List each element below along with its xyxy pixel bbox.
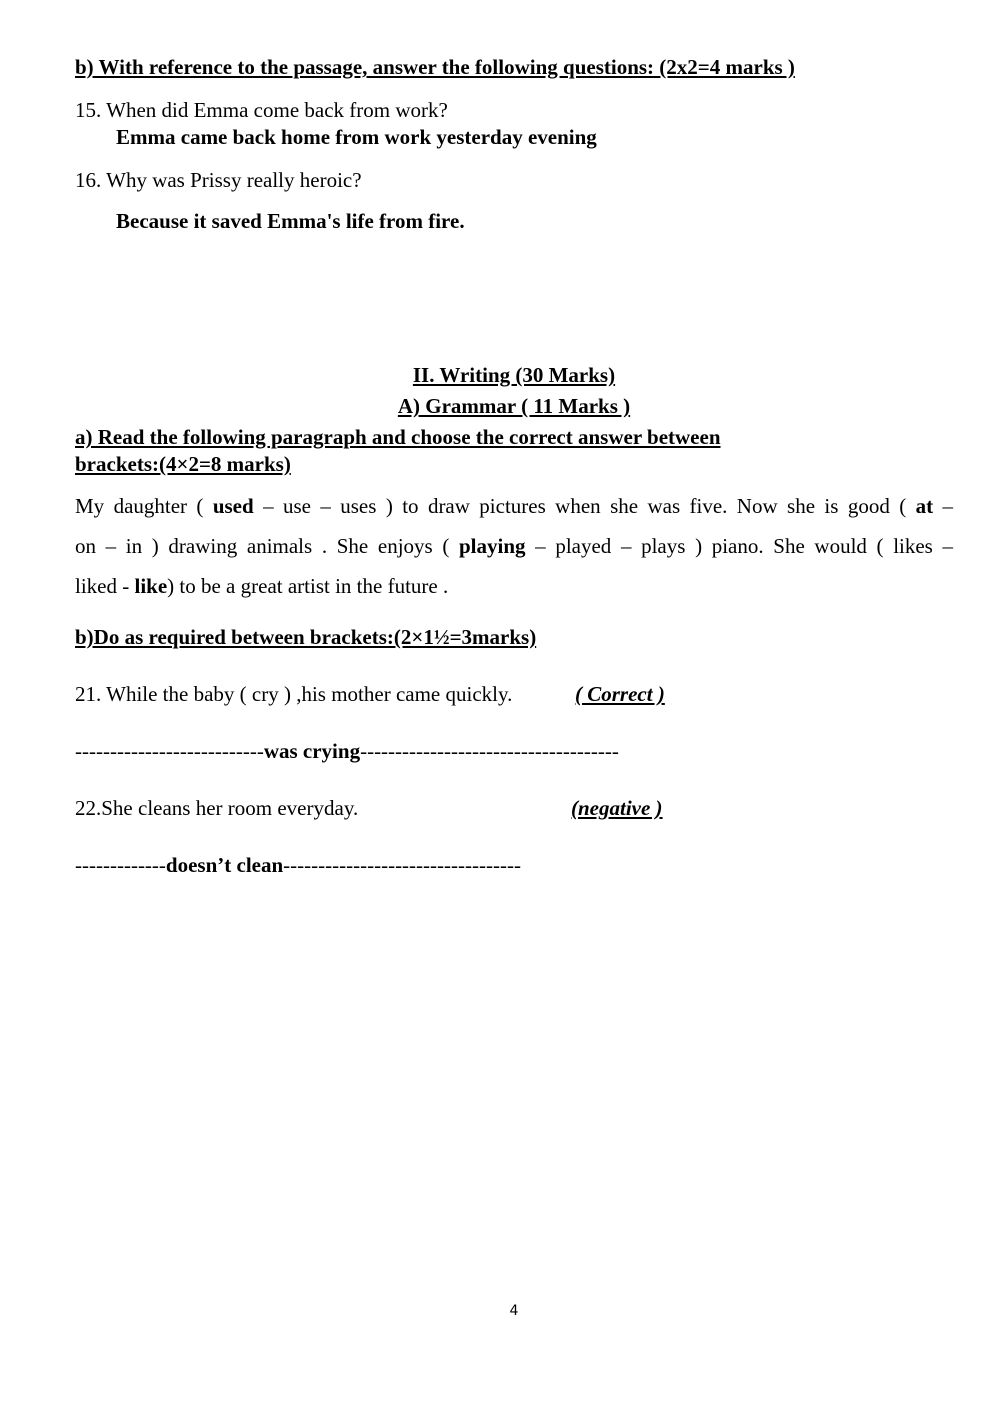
answer-22-line: -------------doesn’t clean---------------------------------- (75, 853, 521, 877)
question-21-instruction: ( Correct ) (575, 682, 665, 706)
paragraph-line-2: on – in ) drawing animals . She enjoys ( playing – played – plays ) piano. She would ( likes – (75, 534, 954, 558)
grammar-title: A) Grammar ( 11 Marks ) (397, 394, 631, 418)
answer-21: was crying (263, 739, 361, 763)
question-15: 15. When did Emma come back from work? (75, 98, 448, 122)
selected-answer: playing (459, 534, 526, 558)
selected-answer: like (134, 574, 168, 598)
grammar-part-a-heading-line2: brackets:(4×2=8 marks) (75, 452, 291, 476)
question-21: 21. While the baby ( cry ) ,his mother came quickly. (75, 682, 513, 706)
page-number: 4 (509, 1303, 519, 1319)
answer-15: Emma came back home from work yesterday evening (116, 125, 597, 149)
paragraph-line-1: My daughter ( used – use – uses ) to draw pictures when she was five. Now she is good ( at – (75, 494, 954, 518)
grammar-part-a-heading-line1: a) Read the following paragraph and choose the correct answer between (75, 425, 721, 449)
question-22: 22.She cleans her room everyday. (75, 796, 359, 820)
grammar-paragraph (75, 486, 953, 606)
writing-section-title: II. Writing (30 Marks) (412, 363, 616, 387)
reading-part-b-heading: b) With reference to the passage, answer the following questions: (2x2=4 marks ) (75, 55, 795, 79)
answer-16: Because it saved Emma's life from fire. (116, 209, 465, 233)
selected-answer: used (212, 494, 254, 518)
paragraph-line-3: liked - like) to be a great artist in the future . (75, 574, 449, 598)
grammar-part-b-heading: b)Do as required between brackets:(2×1½=3marks) (75, 625, 537, 649)
selected-answer: at (915, 494, 934, 518)
answer-22: doesn’t clean (165, 853, 284, 877)
question-22-instruction: (negative ) (571, 796, 663, 820)
question-16: 16. Why was Prissy really heroic? (75, 168, 362, 192)
answer-21-line: ---------------------------was crying------------------------------------- (75, 739, 619, 763)
